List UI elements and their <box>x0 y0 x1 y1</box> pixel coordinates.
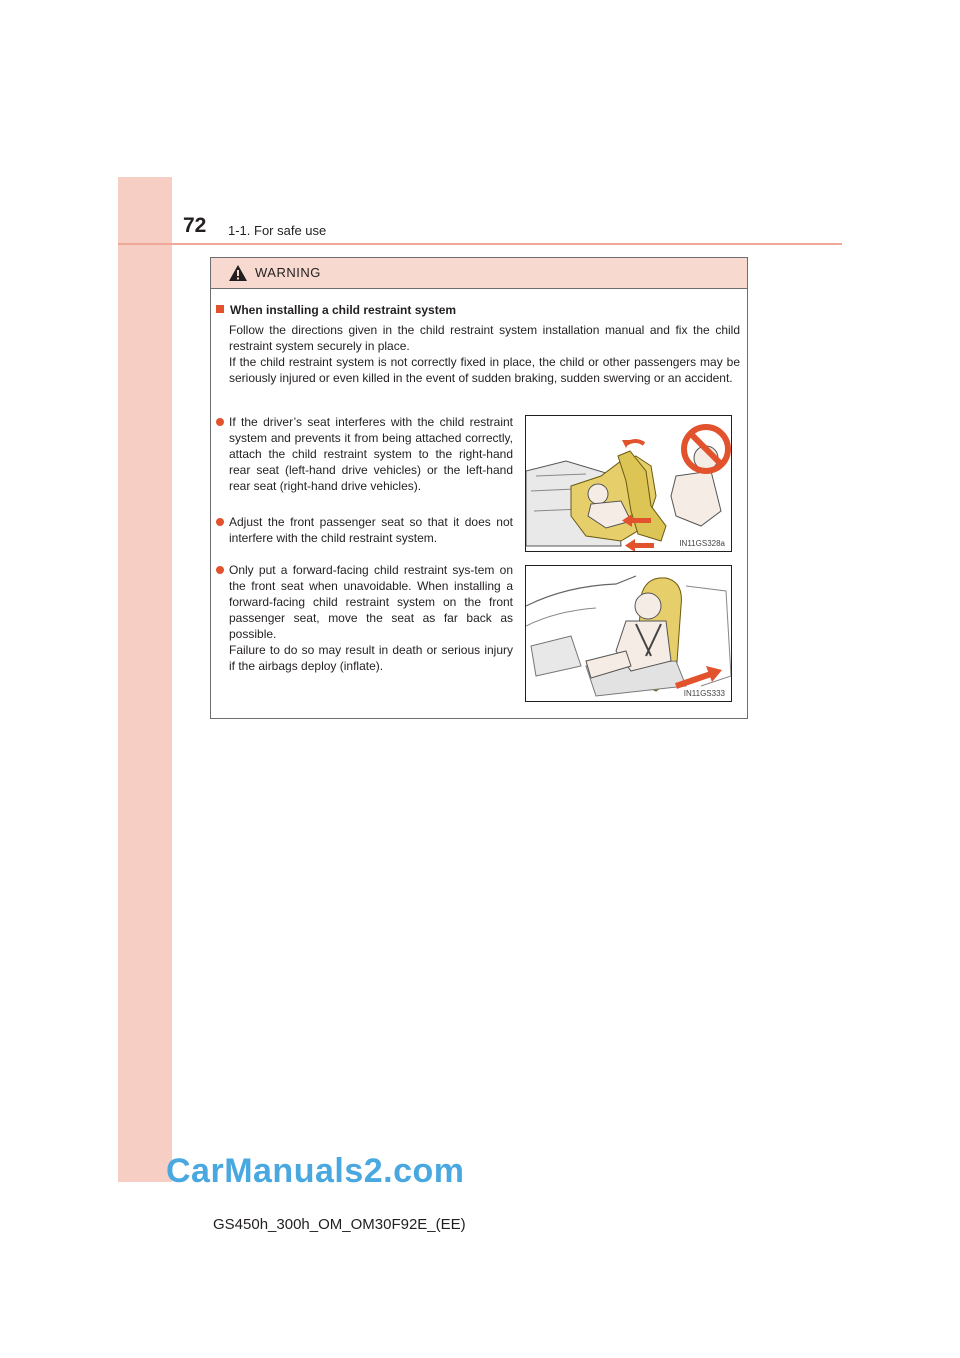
round-bullet-icon <box>216 566 224 574</box>
chapter-side-band <box>118 177 172 1182</box>
illustration-front-seat-installation <box>525 565 732 702</box>
illustration-code: IN11GS328a <box>679 539 725 548</box>
bullet-item-1: If the driver’s seat interferes with the child restraint system and prevents it from being attached correctly, attach the child restraint system to the right-hand rear seat (left-hand drive vehicles) or the left-hand rear seat (right-hand drive vehicles). <box>229 414 513 494</box>
footer-model-code: GS450h_300h_OM_OM30F92E_(EE) <box>213 1216 466 1233</box>
warning-triangle-icon <box>228 264 248 282</box>
front-seat-child-seat-illustration <box>526 566 732 702</box>
warning-label: WARNING <box>255 265 321 280</box>
round-bullet-icon <box>216 518 224 526</box>
round-bullet-icon <box>216 418 224 426</box>
bullet-item-2: Adjust the front passenger seat so that it does not interfere with the child restraint system. <box>229 514 513 546</box>
square-bullet-icon <box>216 305 224 313</box>
warning-item-heading: When installing a child restraint system <box>216 303 456 317</box>
illustration-rear-seat-installation <box>525 415 732 552</box>
page-number: 72 <box>183 214 207 237</box>
section-title: 1-1. For safe use <box>228 223 327 238</box>
watermark: CarManuals2.com <box>166 1152 465 1190</box>
bullet-item-3: Only put a forward-facing child restraint sys-tem on the front seat when unavoidable. When installing a forward-facing child restraint system on the front passenger seat, move the seat as far back as possible. <box>229 562 513 642</box>
warning-paragraph-1: Follow the directions given in the child restraint system installation manual and fix the child restraint system securely in place. <box>229 323 740 353</box>
warning-paragraph-2: If the child restraint system is not correctly fixed in place, the child or other passengers may be seriously injured or even killed in the event of sudden braking, sudden swerving or an accident. <box>229 355 740 385</box>
warning-header <box>211 258 747 289</box>
bullet-item-3-continued: Failure to do so may result in death or serious injury if the airbags deploy (inflate). <box>229 643 513 673</box>
illustration-code: IN11GS333 <box>683 689 725 698</box>
header-rule <box>118 243 842 245</box>
rear-seat-child-seat-illustration <box>526 416 732 552</box>
